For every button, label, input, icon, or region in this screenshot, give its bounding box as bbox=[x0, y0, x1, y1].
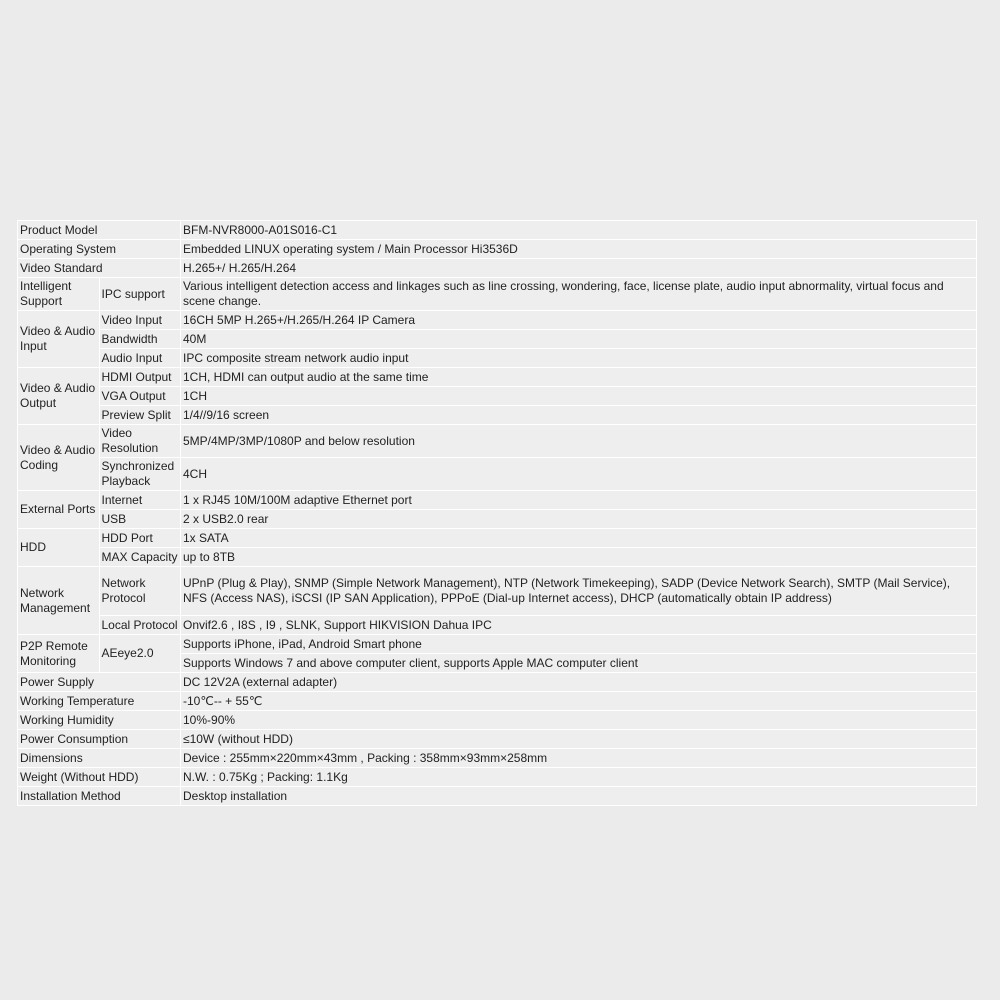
table-row bbox=[18, 529, 977, 548]
spec-value: 5MP/4MP/3MP/1080P and below resolution bbox=[181, 425, 977, 458]
spec-sublabel: Local Protocol bbox=[99, 616, 181, 635]
table-row bbox=[18, 406, 977, 425]
spec-value: 1/4//9/16 screen bbox=[181, 406, 977, 425]
table-row bbox=[18, 510, 977, 529]
table-row bbox=[18, 311, 977, 330]
spec-label: Weight (Without HDD) bbox=[18, 768, 181, 787]
spec-value: Desktop installation bbox=[181, 787, 977, 806]
spec-value: 1 x RJ45 10M/100M adaptive Ethernet port bbox=[181, 491, 977, 510]
table-row bbox=[18, 278, 977, 311]
spec-label: Video Standard bbox=[18, 259, 181, 278]
spec-value: 4CH bbox=[181, 458, 977, 491]
spec-label: Power Consumption bbox=[18, 730, 181, 749]
spec-sublabel: VGA Output bbox=[99, 387, 181, 406]
spec-value: 1CH bbox=[181, 387, 977, 406]
spec-sublabel: HDMI Output bbox=[99, 368, 181, 387]
table-row bbox=[18, 749, 977, 768]
spec-label: HDD bbox=[18, 529, 100, 567]
table-row bbox=[18, 491, 977, 510]
table-row bbox=[18, 711, 977, 730]
table-row bbox=[18, 368, 977, 387]
spec-sublabel: MAX Capacity bbox=[99, 548, 181, 567]
spec-label: Installation Method bbox=[18, 787, 181, 806]
table-row bbox=[18, 221, 977, 240]
spec-sublabel: Internet bbox=[99, 491, 181, 510]
table-row bbox=[18, 259, 977, 278]
table-row bbox=[18, 673, 977, 692]
spec-value: 1CH, HDMI can output audio at the same time bbox=[181, 368, 977, 387]
table-row bbox=[18, 616, 977, 635]
spec-value: H.265+/ H.265/H.264 bbox=[181, 259, 977, 278]
spec-value: N.W. : 0.75Kg ; Packing: 1.1Kg bbox=[181, 768, 977, 787]
spec-label: Working Humidity bbox=[18, 711, 181, 730]
spec-label: Video & Audio Output bbox=[18, 368, 100, 425]
spec-value: Supports iPhone, iPad, Android Smart phone bbox=[181, 635, 977, 654]
table-row bbox=[18, 768, 977, 787]
spec-label: Operating System bbox=[18, 240, 181, 259]
table-row bbox=[18, 730, 977, 749]
spec-sublabel: USB bbox=[99, 510, 181, 529]
spec-sublabel: Video Input bbox=[99, 311, 181, 330]
spec-sublabel: Audio Input bbox=[99, 349, 181, 368]
spec-label: External Ports bbox=[18, 491, 100, 529]
spec-value: IPC composite stream network audio input bbox=[181, 349, 977, 368]
spec-table bbox=[17, 220, 977, 806]
spec-label: Product Model bbox=[18, 221, 181, 240]
table-row bbox=[18, 635, 977, 654]
spec-label: Working Temperature bbox=[18, 692, 181, 711]
table-row bbox=[18, 349, 977, 368]
spec-sublabel: Network Protocol bbox=[99, 567, 181, 616]
spec-value: DC 12V2A (external adapter) bbox=[181, 673, 977, 692]
spec-value: Supports Windows 7 and above computer client, supports Apple MAC computer client bbox=[181, 654, 977, 673]
spec-sublabel: HDD Port bbox=[99, 529, 181, 548]
spec-label: Video & Audio Coding bbox=[18, 425, 100, 491]
table-row bbox=[18, 692, 977, 711]
spec-label: Intelligent Support bbox=[18, 278, 100, 311]
table-row bbox=[18, 240, 977, 259]
table-row bbox=[18, 787, 977, 806]
spec-value: Various intelligent detection access and linkages such as line crossing, wondering, face, license plate, audio input abnormality, virtual focus and scene change. bbox=[181, 278, 977, 311]
spec-value: BFM-NVR8000-A01S016-C1 bbox=[181, 221, 977, 240]
spec-sublabel: IPC support bbox=[99, 278, 181, 311]
spec-value: 16CH 5MP H.265+/H.265/H.264 IP Camera bbox=[181, 311, 977, 330]
spec-value: 2 x USB2.0 rear bbox=[181, 510, 977, 529]
spec-value: Embedded LINUX operating system / Main Processor Hi3536D bbox=[181, 240, 977, 259]
spec-label: Network Management bbox=[18, 567, 100, 635]
spec-sublabel: Bandwidth bbox=[99, 330, 181, 349]
spec-sublabel: Video Resolution bbox=[99, 425, 181, 458]
spec-sublabel: Preview Split bbox=[99, 406, 181, 425]
table-row bbox=[18, 387, 977, 406]
spec-value: -10℃-- + 55℃ bbox=[181, 692, 977, 711]
spec-value: 10%-90% bbox=[181, 711, 977, 730]
spec-sublabel: Synchronized Playback bbox=[99, 458, 181, 491]
spec-label: Dimensions bbox=[18, 749, 181, 768]
spec-value: UPnP (Plug & Play), SNMP (Simple Network Management), NTP (Network Timekeeping), SADP (Device Network Search), SMTP (Mail Service), NFS (Access NAS), iSCSI (IP SAN Application), PPPoE (Dial-up Internet access), DHCP (automatically obtain IP address) bbox=[181, 567, 977, 616]
spec-label: P2P Remote Monitoring bbox=[18, 635, 100, 673]
spec-value: 40M bbox=[181, 330, 977, 349]
spec-value: Onvif2.6 , I8S , I9 , SLNK, Support HIKVISION Dahua IPC bbox=[181, 616, 977, 635]
table-row bbox=[18, 330, 977, 349]
table-row bbox=[18, 567, 977, 616]
spec-sublabel: AEeye2.0 bbox=[99, 635, 181, 673]
spec-value: Device : 255mm×220mm×43mm , Packing : 358mm×93mm×258mm bbox=[181, 749, 977, 768]
spec-value: ≤10W (without HDD) bbox=[181, 730, 977, 749]
table-row bbox=[18, 548, 977, 567]
spec-label: Video & Audio Input bbox=[18, 311, 100, 368]
table-row bbox=[18, 425, 977, 458]
spec-value: 1x SATA bbox=[181, 529, 977, 548]
spec-value: up to 8TB bbox=[181, 548, 977, 567]
spec-label: Power Supply bbox=[18, 673, 181, 692]
table-row bbox=[18, 458, 977, 491]
